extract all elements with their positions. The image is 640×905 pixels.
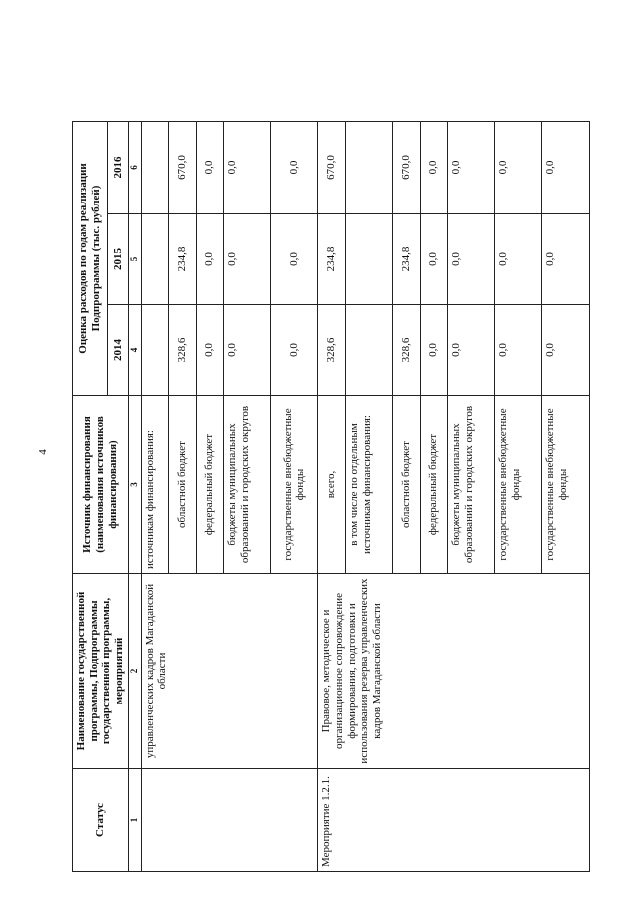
column-number-row: [128, 121, 141, 871]
program-name-cell: Правовое, методическое и организационное сопровождение формирования, подготовки и использования резерва управленческих кадров Магаданской области: [318, 574, 589, 769]
source-cell: бюджеты муниципальных образований и городских округов: [224, 396, 271, 574]
value-cell: 0,0: [495, 121, 542, 213]
header-source: Источник финансирования (наименования источников финансирования): [73, 396, 129, 574]
value-cell: 0,0: [196, 305, 223, 396]
total-value-cell: 234,8: [318, 214, 345, 305]
value-cell: 0,0: [271, 214, 318, 305]
status-cell: [141, 769, 318, 872]
value-cell: 0,0: [542, 121, 589, 213]
value-cell: 0,0: [495, 214, 542, 305]
value-cell: 0,0: [271, 121, 318, 213]
source-cell: областной бюджет: [169, 396, 196, 574]
value-cell: 0,0: [196, 214, 223, 305]
column-number: 3: [128, 396, 141, 574]
source-cell: федеральный бюджет: [420, 396, 447, 574]
value-cell: 0,0: [542, 214, 589, 305]
column-number: 2: [128, 574, 141, 769]
table-row: [141, 121, 168, 871]
value-cell: 670,0: [393, 121, 420, 213]
value-cell: 328,6: [169, 305, 196, 396]
source-cell: бюджеты муниципальных образований и городских округов: [448, 396, 495, 574]
header-name: Наименование государственной программы, Подпрограммы государственной программы, мероприятий: [73, 574, 129, 769]
status-cell: Мероприятие 1.2.1.: [318, 769, 589, 872]
header-costs: Оценка расходов по годам реализации Подпрограммы (тыс. рублей): [73, 121, 108, 395]
value-cell: 0,0: [495, 305, 542, 396]
header-year: 2016: [108, 121, 128, 213]
header-year: 2014: [108, 305, 128, 396]
source-cell: государственные внебюджетные фонды: [495, 396, 542, 574]
value-cell: [345, 214, 392, 305]
total-value-cell: 328,6: [318, 305, 345, 396]
source-heading-cell: источникам финансирования:: [141, 396, 168, 574]
total-value-cell: 670,0: [318, 121, 345, 213]
value-cell: 0,0: [196, 121, 223, 213]
total-label-cell: всего,: [318, 396, 345, 574]
value-cell: 0,0: [448, 305, 495, 396]
column-number: 1: [128, 769, 141, 872]
value-cell: [345, 305, 392, 396]
value-cell: 0,0: [224, 305, 271, 396]
source-cell: государственные внебюджетные фонды: [542, 396, 589, 574]
source-cell: областной бюджет: [393, 396, 420, 574]
value-cell: 0,0: [448, 121, 495, 213]
page-number: 4: [36, 449, 49, 455]
value-cell: 670,0: [169, 121, 196, 213]
rotated-table-container: [72, 122, 582, 872]
value-cell: 0,0: [420, 121, 447, 213]
value-cell: 0,0: [224, 214, 271, 305]
header-row: [73, 121, 108, 871]
program-name-cell: управленческих кадров Магаданской области: [141, 574, 318, 769]
value-cell: [345, 121, 392, 213]
value-cell: 328,6: [393, 305, 420, 396]
value-cell: 0,0: [420, 214, 447, 305]
source-heading-cell: в том числе по отдельным источникам финансирования:: [345, 396, 392, 574]
column-number: 4: [128, 305, 141, 396]
header-year: 2015: [108, 214, 128, 305]
value-cell: 234,8: [393, 214, 420, 305]
value-cell: 0,0: [271, 305, 318, 396]
source-cell: федеральный бюджет: [196, 396, 223, 574]
source-cell: государственные внебюджетные фонды: [271, 396, 318, 574]
value-cell: 0,0: [224, 121, 271, 213]
value-cell: 234,8: [169, 214, 196, 305]
value-cell: [141, 214, 168, 305]
table-row: [318, 121, 345, 871]
column-number: 6: [128, 121, 141, 213]
value-cell: [141, 305, 168, 396]
header-status: Статус: [73, 769, 129, 872]
financing-table: [72, 121, 590, 872]
value-cell: 0,0: [448, 214, 495, 305]
value-cell: 0,0: [542, 305, 589, 396]
value-cell: 0,0: [420, 305, 447, 396]
value-cell: [141, 121, 168, 213]
column-number: 5: [128, 214, 141, 305]
